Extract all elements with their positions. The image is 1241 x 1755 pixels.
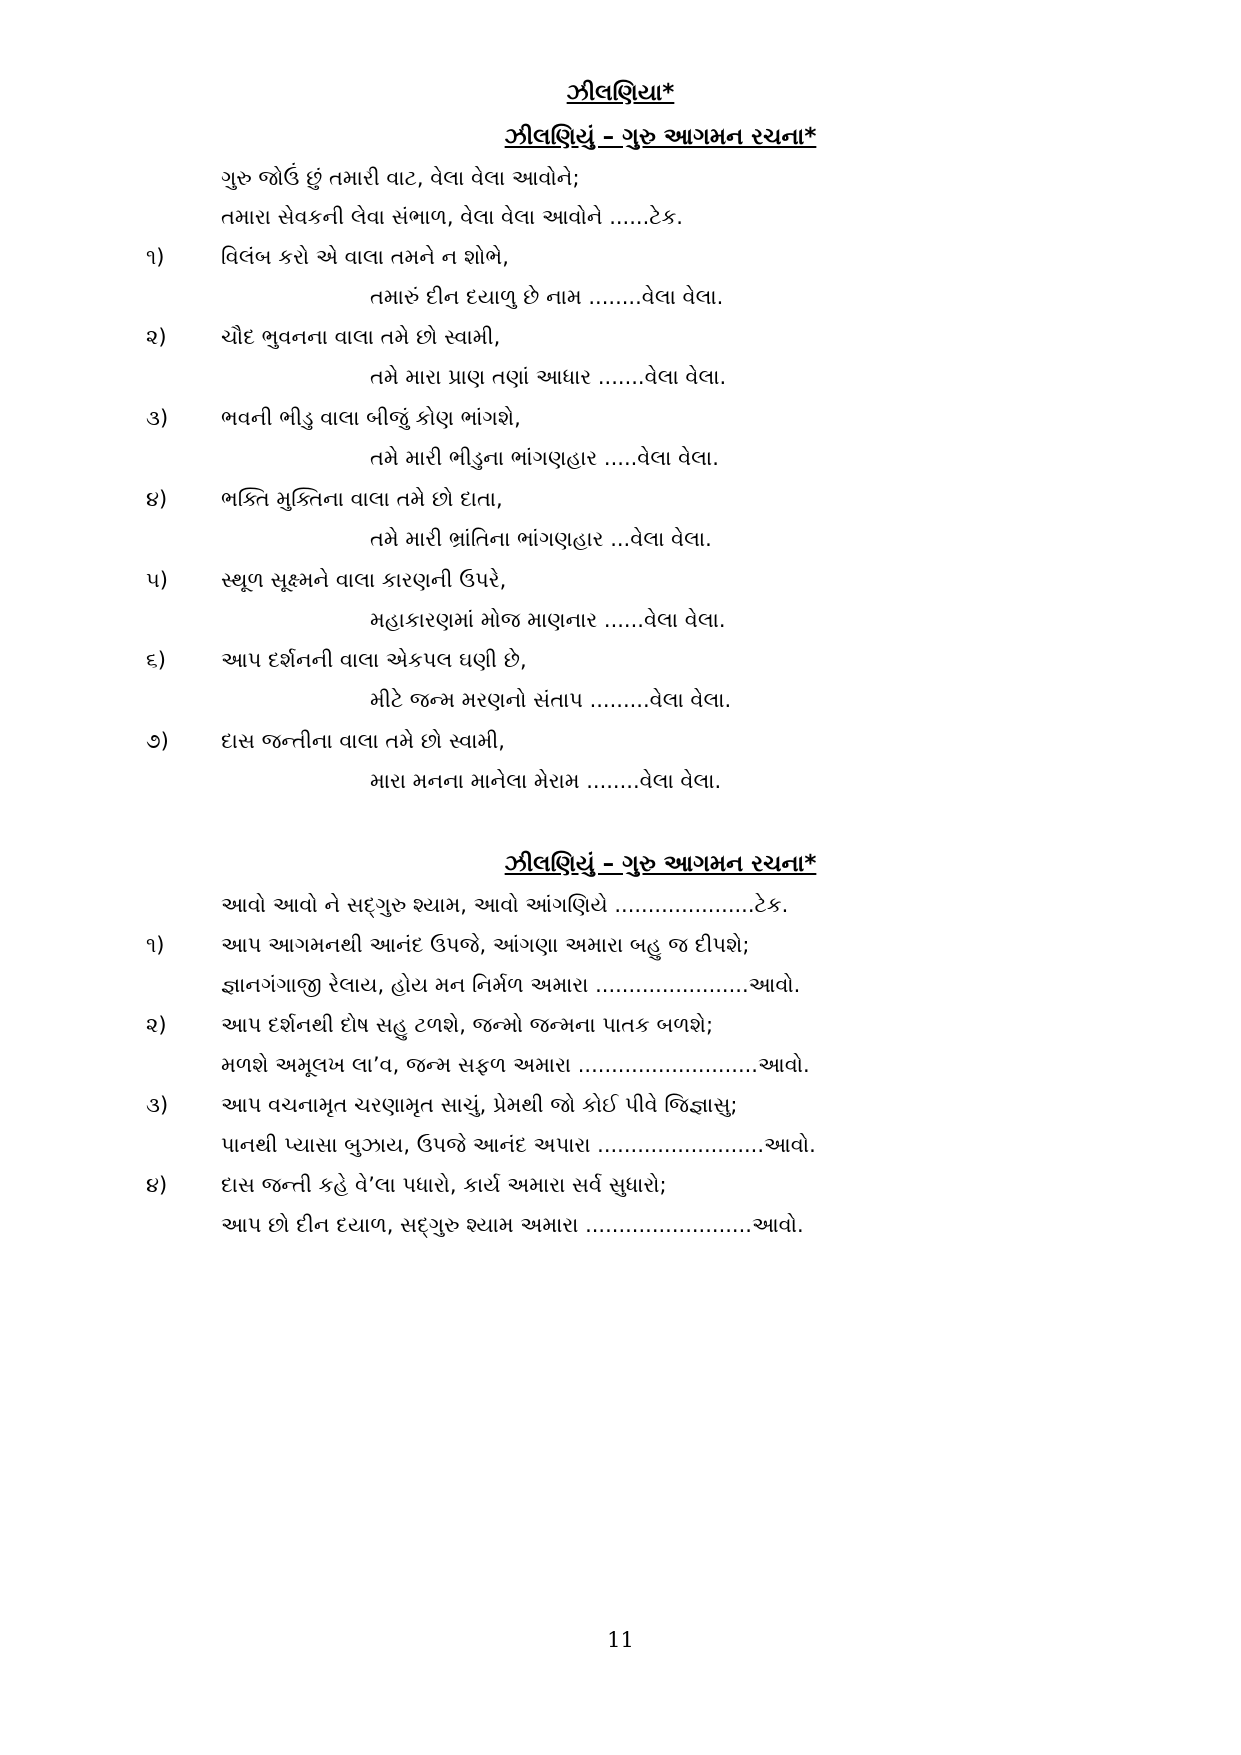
verse-line: ભક્તિ મુક્તિના વાલા તમે છો દાતા,: [221, 487, 503, 511]
verse-number: ૪): [146, 487, 168, 511]
section-1-intro-line-2: તમારા સેવકની લેવા સંભાળ, વેલા વેલા આવોને ......ટેક.: [221, 205, 683, 229]
verse-line: આપ વચનામૃત ચરણામૃત સાચું, પ્રેમથી જો કોઈ પીવે જિજ્ઞાસુ;: [221, 1093, 738, 1117]
verse-line: સ્થૂળ સૂક્ષ્મને વાલા કારણની ઉપરે,: [221, 568, 507, 592]
verse-refrain-line: મળશે અમૂલખ લા’વ, જન્મ સફળ અમારા ...........................આવો.: [221, 1053, 810, 1077]
verse-line: ભવની ભીડુ વાલા બીજું કોણ ભાંગશે,: [221, 406, 521, 430]
page-number: 11: [607, 1628, 634, 1652]
verse-number: ૧): [146, 245, 165, 269]
verse-refrain-line: પાનથી પ્યાસા બુઝાય, ઉપજે આનંદ અપારા .........................આવો.: [221, 1133, 816, 1157]
verse-line: વિલંબ કરો એ વાલા તમને ન શોભે,: [221, 245, 509, 269]
verse-refrain-line: તમે મારા પ્રાણ તણાં આધાર .......વેલા વેલા.: [370, 365, 727, 389]
verse-number: ૧): [146, 933, 165, 957]
verse-line: આપ આગમનથી આનંદ ઉપજે, આંગણા અમારા બહુ જ દીપશે;: [221, 933, 750, 957]
section-2-intro-line: આવો આવો ને સદ્‌ગુરુ શ્યામ, આવો આંગણિયે .....................ટેક.: [221, 893, 789, 917]
section-2-title: ઝીલણિયું – ગુરુ આગમન રચના*: [504, 851, 817, 877]
main-title: ઝીલણિયા*: [566, 80, 675, 106]
verse-number: ૫): [146, 568, 168, 592]
verse-refrain-line: મારા મનના માનેલા મેરામ ........વેલા વેલા.: [370, 769, 722, 793]
verse-refrain-line: તમારું દીન દયાળુ છે નામ ........વેલા વેલા.: [370, 285, 724, 309]
verse-refrain-line: મહાકારણમાં મોજ માણનાર ......વેલા વેલા.: [370, 608, 726, 632]
verse-number: ૬): [146, 648, 166, 672]
verse-number: ૭): [146, 729, 169, 753]
verse-number: ૪): [146, 1173, 168, 1197]
verse-line: આપ દર્શનથી દોષ સહુ ટળશે, જન્મો જન્મના પાતક બળશે;: [221, 1013, 714, 1037]
verse-refrain-line: મીટે જન્મ મરણનો સંતાપ .........વેલા વેલા.: [370, 688, 732, 712]
verse-line: ચૌદ ભુવનના વાલા તમે છો સ્વામી,: [221, 325, 501, 349]
verse-number: ૩): [146, 406, 169, 430]
verse-refrain-line: તમે મારી ભ્રાંતિના ભાંગણહાર ...વેલા વેલા.: [370, 527, 712, 551]
verse-refrain-line: જ્ઞાનગંગાજી રેલાય, હોય મન નિર્મળ અમારા .......................આવો.: [221, 973, 801, 997]
verse-refrain-line: તમે મારી ભીડુના ભાંગણહાર .....વેલા વેલા.: [370, 446, 719, 470]
verse-line: દાસ જન્તીના વાલા તમે છો સ્વામી,: [221, 729, 505, 753]
verse-line: દાસ જન્તી કહે વે’લા પધારો, કાર્ય અમારા સર્વ સુધારો;: [221, 1173, 667, 1197]
verse-number: ૩): [146, 1093, 169, 1117]
verse-refrain-line: આપ છો દીન દયાળ, સદ્‌ગુરુ શ્યામ અમારા .........................આવો.: [221, 1213, 804, 1237]
verse-number: ૨): [146, 1013, 167, 1037]
section-1-title: ઝીલણિયું – ગુરુ આગમન રચના*: [504, 124, 817, 150]
verse-number: ૨): [146, 325, 167, 349]
verse-line: આપ દર્શનની વાલા એકપલ ઘણી છે,: [221, 648, 527, 672]
section-1-intro-line-1: ગુરુ જોઉં છું તમારી વાટ, વેલા વેલા આવોને;: [221, 166, 580, 190]
